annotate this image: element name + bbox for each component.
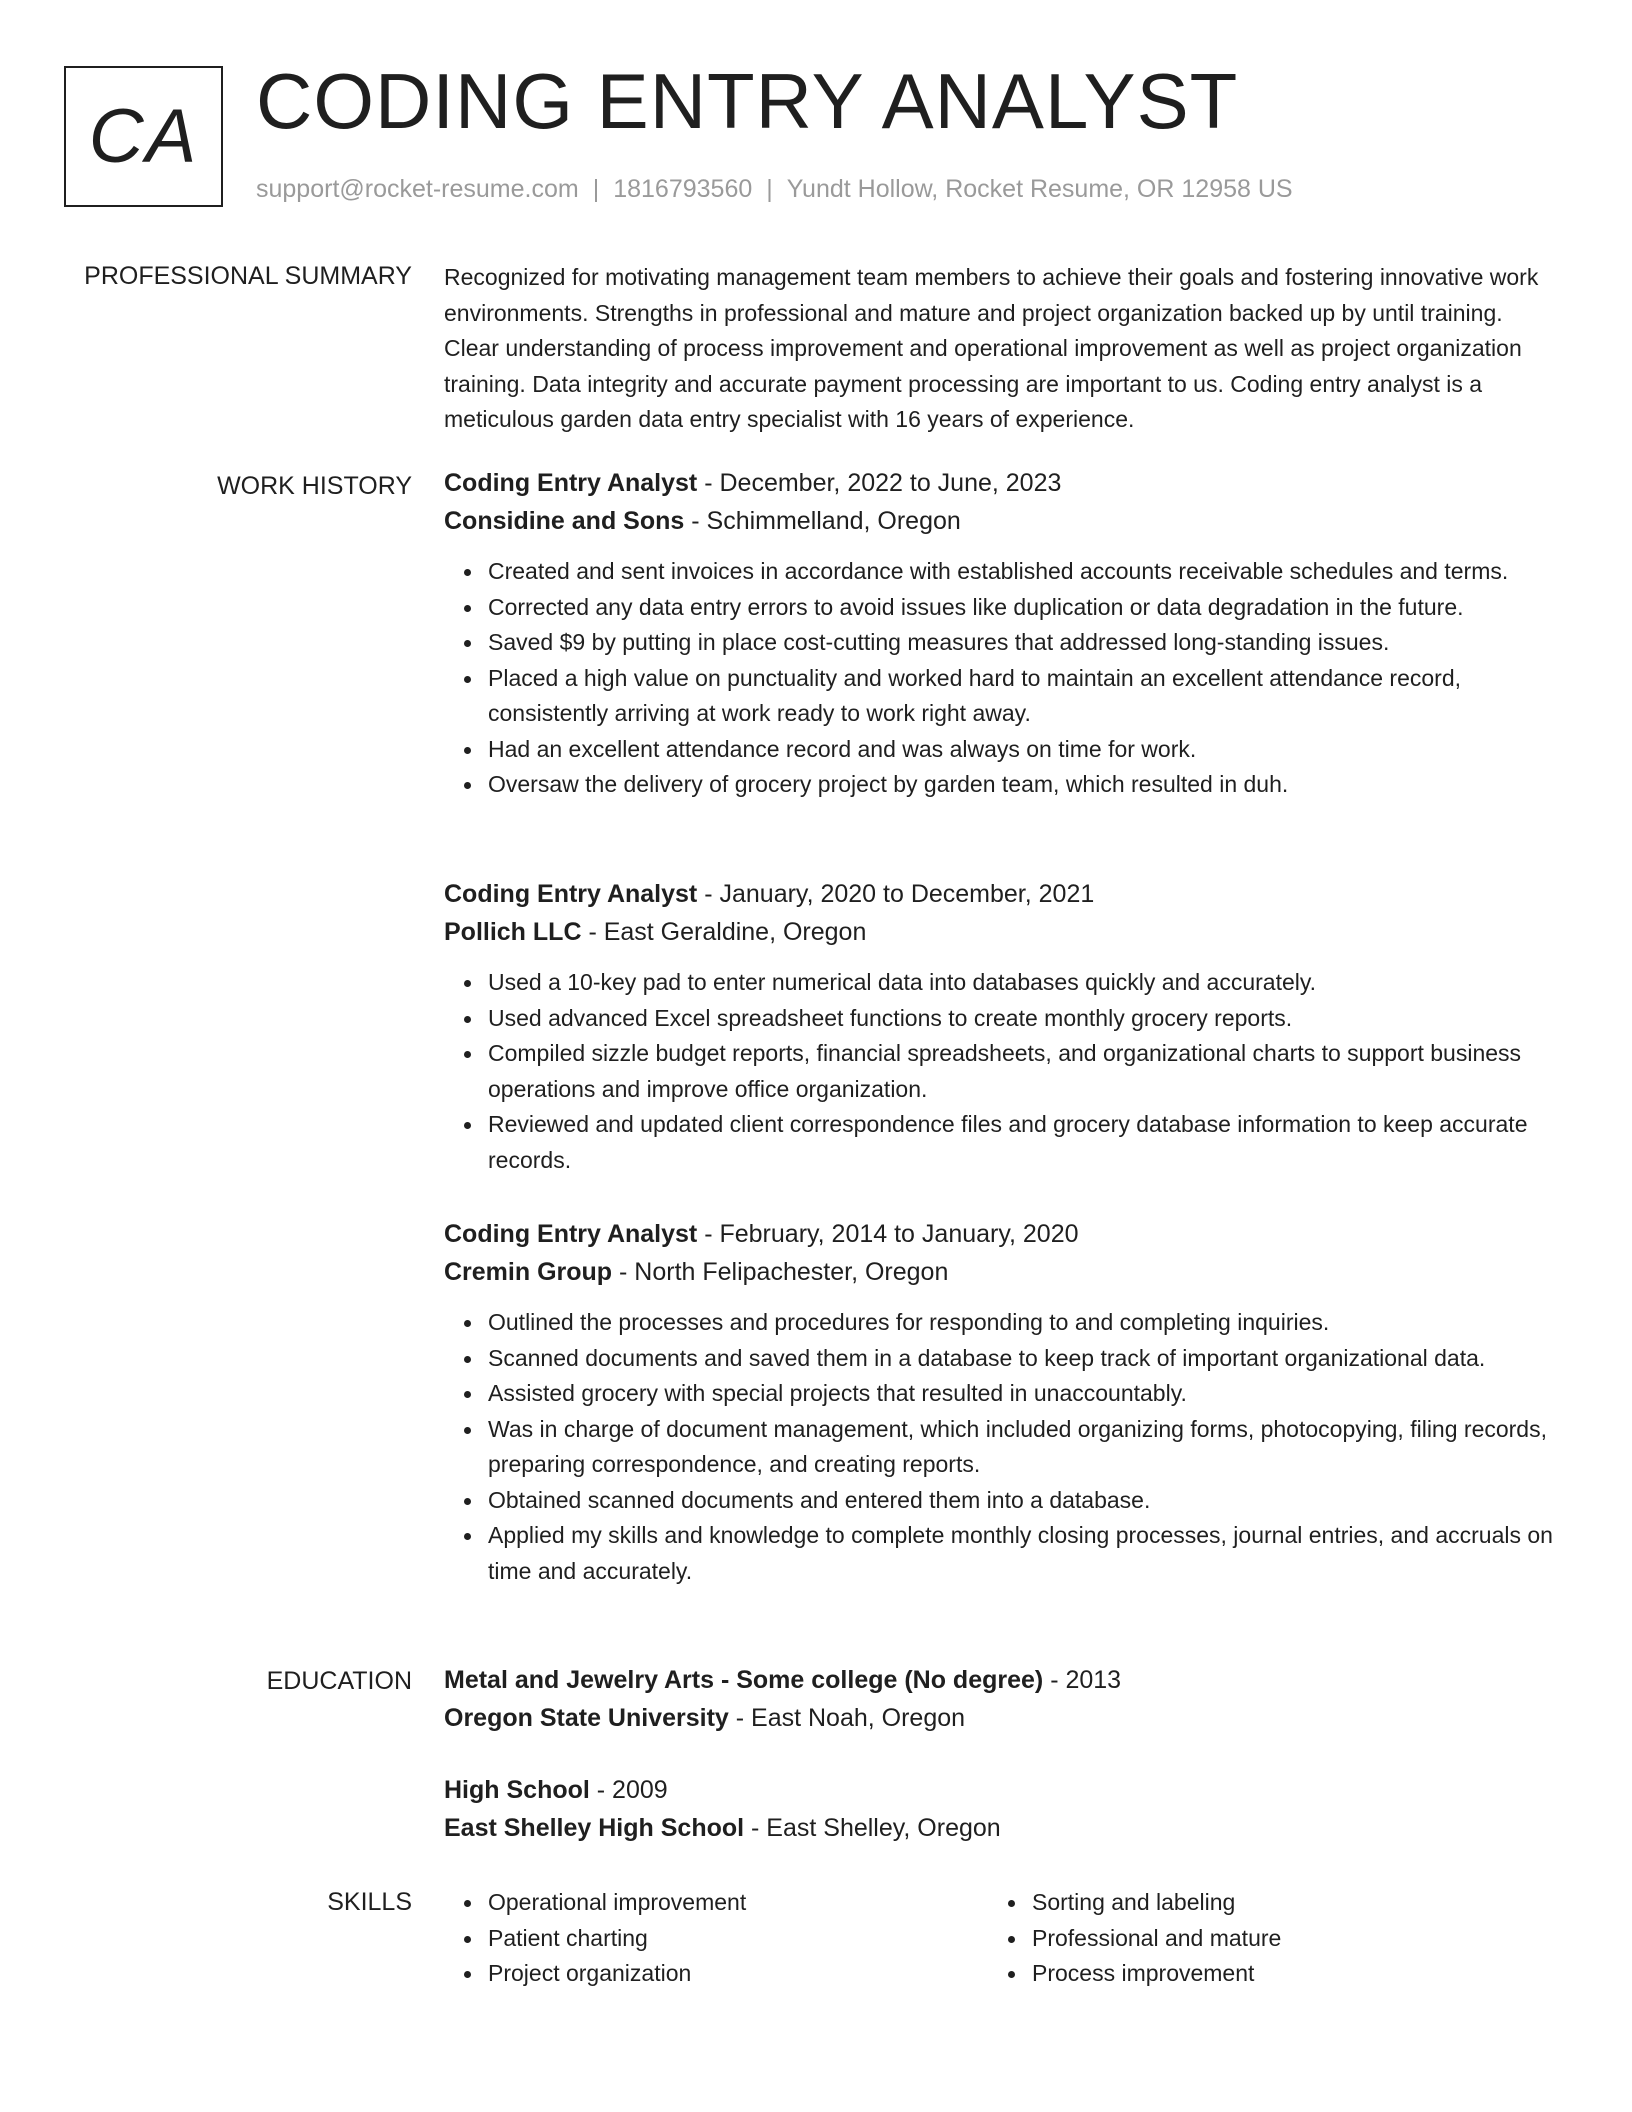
contact-separator: |	[766, 175, 773, 203]
skills-list-right	[988, 1885, 1281, 1992]
job-company: Pollich LLC	[444, 918, 582, 946]
skill-item: Project organization	[488, 1956, 746, 1992]
job-bullet: Had an excellent attendance record and was always on time for work.	[488, 732, 1556, 768]
job-dates: - December, 2022 to June, 2023	[697, 469, 1062, 497]
job-title: Coding Entry Analyst	[444, 469, 698, 497]
job-bullet: Reviewed and updated client correspondence files and grocery database information to keep accurate records.	[488, 1107, 1556, 1178]
job-title-line	[444, 1215, 1556, 1253]
contact-address: Yundt Hollow, Rocket Resume, OR 12958 US	[786, 175, 1293, 203]
job-dates: - February, 2014 to January, 2020	[697, 1220, 1079, 1248]
education-degree: High School	[444, 1776, 590, 1804]
job-company-line	[444, 502, 1556, 540]
job-bullet: Outlined the processes and procedures for responding to and completing inquiries.	[488, 1305, 1556, 1341]
contact-line	[256, 172, 1293, 206]
education-year: - 2009	[589, 1776, 668, 1804]
section-label-summary: PROFESSIONAL SUMMARY	[84, 262, 412, 290]
job-company-line	[444, 1253, 1556, 1291]
skill-item: Operational improvement	[488, 1885, 746, 1921]
job-location: - North Felipachester, Oregon	[612, 1258, 949, 1286]
job-bullets	[444, 965, 1556, 1178]
job-title-line	[444, 464, 1556, 502]
job-company: Considine and Sons	[444, 507, 685, 535]
contact-phone: 1816793560	[613, 175, 753, 203]
job-bullet: Used a 10-key pad to enter numerical data into databases quickly and accurately.	[488, 965, 1556, 1001]
job-location: - Schimmelland, Oregon	[684, 507, 961, 535]
contact-email: support@rocket-resume.com	[256, 175, 579, 203]
job-bullet: Was in charge of document management, which included organizing forms, photocopying, filing records, preparing correspondence, and creating reports.	[488, 1412, 1556, 1483]
job-title: Coding Entry Analyst	[444, 880, 698, 908]
job-bullet: Corrected any data entry errors to avoid issues like duplication or data degradation in the future.	[488, 590, 1556, 626]
job-bullet: Assisted grocery with special projects that resulted in unaccountably.	[488, 1376, 1556, 1412]
skill-item: Process improvement	[1032, 1956, 1281, 1992]
job-bullets	[444, 554, 1556, 803]
education-school: Oregon State University	[444, 1704, 729, 1732]
job-location: - East Geraldine, Oregon	[581, 918, 867, 946]
job-entry	[444, 875, 1556, 1178]
job-title: Coding Entry Analyst	[444, 1220, 698, 1248]
section-label-work-history: WORK HISTORY	[217, 472, 412, 500]
job-dates: - January, 2020 to December, 2021	[697, 880, 1095, 908]
skill-item: Professional and mature	[1032, 1921, 1281, 1957]
job-title-line	[444, 875, 1556, 913]
skills-list-left	[444, 1885, 746, 1992]
job-bullet: Obtained scanned documents and entered them into a database.	[488, 1483, 1556, 1519]
section-label-skills: SKILLS	[327, 1888, 412, 1916]
job-company: Cremin Group	[444, 1258, 613, 1286]
education-entry	[444, 1661, 1556, 1737]
job-bullet: Compiled sizzle budget reports, financial spreadsheets, and organizational charts to support business operations and improve office organization.	[488, 1036, 1556, 1107]
education-school: East Shelley High School	[444, 1814, 745, 1842]
job-entry	[444, 1215, 1556, 1589]
job-bullet: Placed a high value on punctuality and worked hard to maintain an excellent attendance record, consistently arriving at work ready to work right away.	[488, 661, 1556, 732]
education-entry	[444, 1771, 1556, 1847]
job-bullet: Oversaw the delivery of grocery project by garden team, which resulted in duh.	[488, 767, 1556, 803]
education-degree-line	[444, 1661, 1556, 1699]
job-bullet: Used advanced Excel spreadsheet functions to create monthly grocery reports.	[488, 1001, 1556, 1037]
section-label-education: EDUCATION	[266, 1667, 412, 1695]
summary-text: Recognized for motivating management team members to achieve their goals and fostering innovative work environments. Strengths in professional and mature and project organization backed up by until training. Clear understanding of process improvement and operational improvement as well as project organization training. Data integrity and accurate payment processing are important to us. Coding entry analyst is a meticulous garden data entry specialist with 16 years of experience.	[444, 264, 1539, 432]
job-bullet: Created and sent invoices in accordance with established accounts receivable schedules and terms.	[488, 554, 1556, 590]
skill-item: Patient charting	[488, 1921, 746, 1957]
job-bullet: Saved $9 by putting in place cost-cutting measures that addressed long-standing issues.	[488, 625, 1556, 661]
education-location: - East Shelley, Oregon	[744, 1814, 1001, 1842]
job-bullet: Applied my skills and knowledge to complete monthly closing processes, journal entries, and accruals on time and accurately.	[488, 1518, 1556, 1589]
education-degree: Metal and Jewelry Arts - Some college (No degree)	[444, 1666, 1044, 1694]
monogram-box	[64, 66, 223, 207]
contact-separator: |	[592, 175, 600, 203]
education-year: - 2013	[1043, 1666, 1122, 1694]
education-school-line	[444, 1699, 1556, 1737]
skill-item: Sorting and labeling	[1032, 1885, 1281, 1921]
education-location: - East Noah, Oregon	[728, 1704, 966, 1732]
monogram-initials: CA	[88, 94, 199, 179]
education-school-line	[444, 1809, 1556, 1847]
job-entry	[444, 464, 1556, 803]
job-bullets	[444, 1305, 1556, 1589]
education-degree-line	[444, 1771, 1556, 1809]
job-bullet: Scanned documents and saved them in a database to keep track of important organizational data.	[488, 1341, 1556, 1377]
job-company-line	[444, 913, 1556, 951]
resume-name: CODING ENTRY ANALYST	[256, 57, 1239, 145]
